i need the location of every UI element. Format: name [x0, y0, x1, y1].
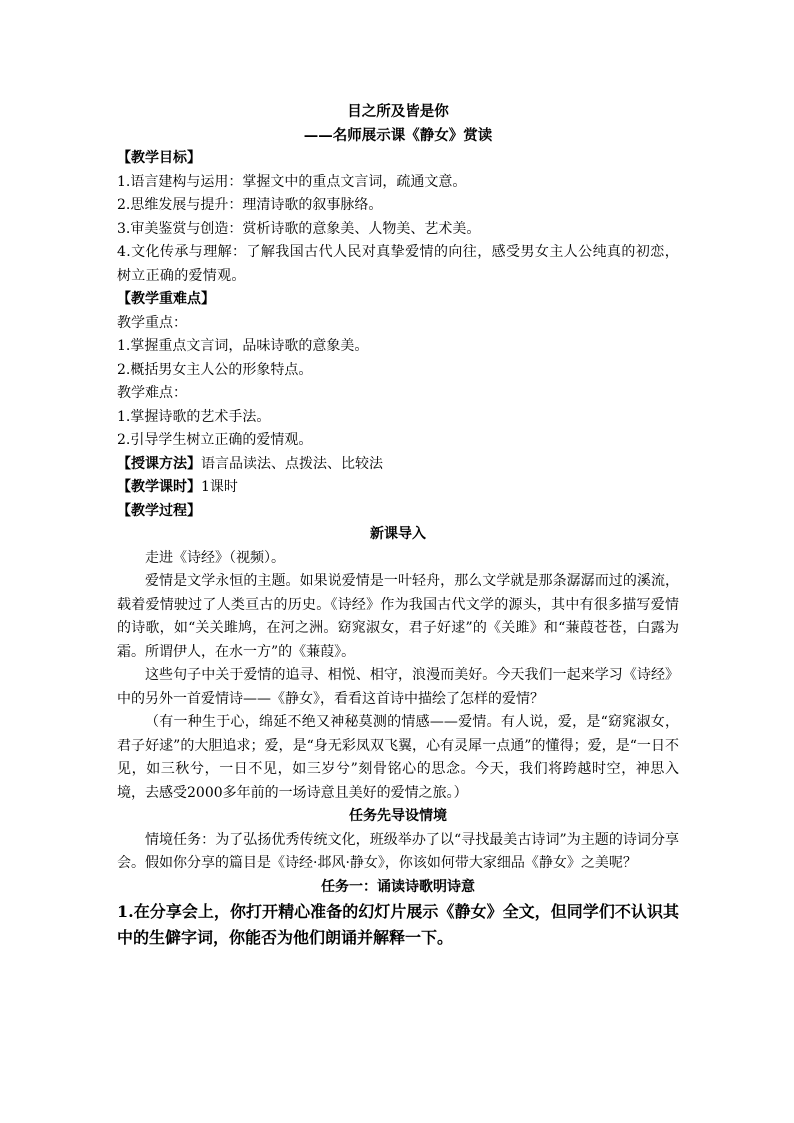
goals-heading: 【教学目标】	[117, 150, 201, 166]
process-heading: 【教学过程】	[117, 502, 201, 519]
task0-heading: 任务先导设情境	[349, 808, 447, 824]
key-heading: 【教学重难点】	[117, 291, 215, 307]
key-label: 教学重点：	[117, 314, 187, 331]
method-row	[117, 453, 679, 477]
diff-point: 2.引导学生树立正确的爱情观。	[117, 432, 313, 448]
key-point: 1.掌握重点文言词，品味诗歌的意象美。	[117, 338, 369, 354]
intro-paragraph: 这些句子中关于爱情的追寻、相悦、相守，浪漫而美好。今天我们一起来学习《诗经》中的另外一首爱情诗——《静女》，看看这首诗中描绘了怎样的爱情？	[117, 667, 679, 707]
goal-item: 3.审美鉴赏与创造：赏析诗歌的意象美、人物美、艺术美。	[117, 220, 481, 237]
intro-heading: 新课导入	[370, 526, 426, 542]
goal-item: 1.语言建构与运用：掌握文中的重点文言词，疏通文意。	[117, 173, 467, 190]
method-heading: 【授课方法】	[117, 455, 201, 472]
intro-paragraph: （有一种生于心，绵延不绝又神秘莫测的情感——爱情。有人说，爱，是“窈窕淑女，君子好逑”的大胆追求；爱，是“身无彩凤双飞翼，心有灵犀一点通”的懂得；爱，是“一日不见，如三秋兮，一日不见，如三岁兮”刻骨铭心的思念。今天，我们将跨越时空，神思入境，去感受2000多年前的一场诗意且美好的爱情之旅。）	[117, 714, 679, 801]
intro-paragraph: 走进《诗经》（视频）。	[145, 549, 285, 566]
document-page	[117, 100, 679, 951]
key-point: 2.概括男女主人公的形象特点。	[117, 361, 313, 378]
method-text: 语言品读法、点拨法、比较法	[201, 455, 383, 472]
doc-subtitle: ——名师展示课《静女》赏读	[303, 126, 493, 144]
hours-text: 1课时	[201, 479, 238, 495]
goal-item: 2.思维发展与提升：理清诗歌的叙事脉络。	[117, 197, 383, 213]
hours-row	[117, 476, 679, 500]
task1-heading: 任务一：诵读诗歌明诗意	[321, 878, 475, 895]
goal-item: 4.文化传承与理解：了解我国古代人民对真挚爱情的向往，感受男女主人公纯真的初恋，树立正确的爱情观。	[117, 244, 679, 284]
doc-title: 目之所及皆是你	[347, 103, 449, 120]
task1-paragraph: 1.在分享会上，你打开精心准备的幻灯片展示《静女》全文，但同学们不认识其中的生僻字词，你能否为他们朗诵并解释一下。	[117, 902, 679, 947]
diff-label: 教学难点：	[117, 385, 187, 401]
diff-point: 1.掌握诗歌的艺术手法。	[117, 408, 271, 425]
intro-paragraph: 爱情是文学永恒的主题。如果说爱情是一叶轻舟，那么文学就是那条潺潺而过的溪流，载着爱情驶过了人类亘古的历史。《诗经》作为我国古代文学的源头，其中有很多描写爱情的诗歌，如“关关雎鸠，在河之洲。窈窕淑女，君子好逑”的《关雎》和“蒹葭苍苍，白露为霜。所谓伊人，在水一方”的《蒹葭》。	[117, 573, 679, 660]
hours-heading: 【教学课时】	[117, 479, 201, 495]
task0-paragraph: 情境任务：为了弘扬优秀传统文化，班级举办了以“寻找最美古诗词”为主题的诗词分享会。假如你分享的篇目是《诗经·邶风·静女》，你该如何带大家细品《静女》之美呢？	[117, 831, 679, 871]
